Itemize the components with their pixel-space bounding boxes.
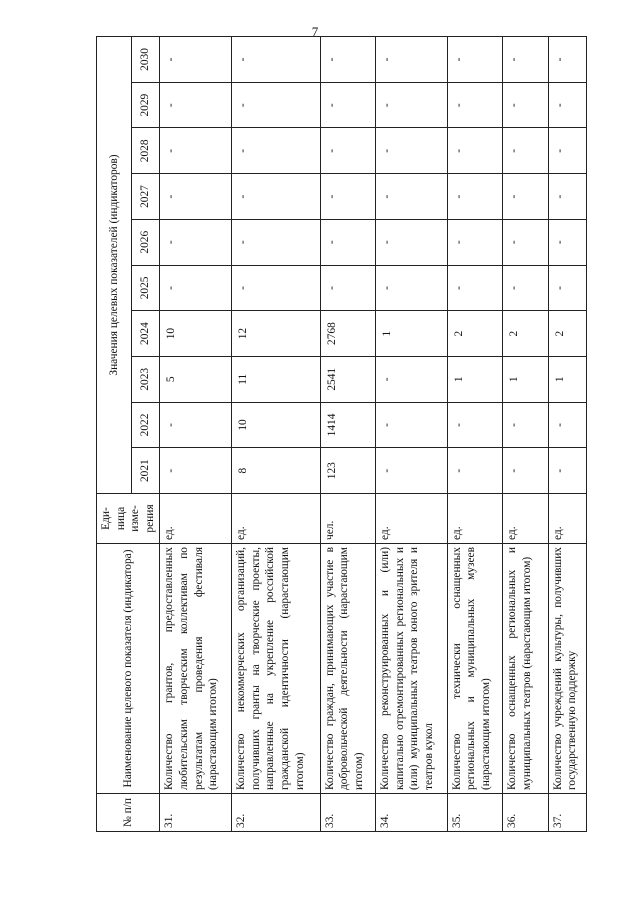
row-number: 32. [232,794,320,832]
header-year: 2023 [131,356,160,402]
value-cell: - [503,265,548,311]
indicator-name: Количество технически оснащенных региональных и муниципальных музеев (нарастающим итогом) [447,544,502,794]
unit-cell: ед. [548,494,587,544]
value-cell: - [376,219,448,265]
header-year: 2025 [131,265,160,311]
value-cell: - [447,219,502,265]
value-cell: 5 [160,356,232,402]
value-cell: - [376,82,448,128]
indicator-name: Количество грантов, предоставленных любительским творческим коллективам по результатам проведения фестиваля (нарастающим итогом) [160,544,232,794]
value-cell: - [447,402,502,448]
unit-cell: чел. [320,494,375,544]
value-cell: - [160,402,232,448]
unit-cell: ед. [160,494,232,544]
row-number: 34. [376,794,448,832]
header-year: 2022 [131,402,160,448]
value-cell: 1 [376,311,448,357]
unit-cell: ед. [447,494,502,544]
value-cell: - [503,128,548,174]
indicator-name: Количество оснащенных региональных и муниципальных театров (нарастающим итогом) [503,544,548,794]
value-cell: - [376,448,448,494]
value-cell: - [503,37,548,83]
value-cell: - [160,82,232,128]
value-cell: - [320,37,375,83]
value-cell: 2 [503,311,548,357]
table-row [548,37,587,832]
value-cell: - [232,37,320,83]
value-cell: - [376,402,448,448]
indicator-table-rotated [96,37,586,832]
value-cell: - [548,219,587,265]
value-cell: - [160,174,232,220]
value-cell: - [548,448,587,494]
indicator-name: Количество учреждений культуры, получивших государственную поддержку [548,544,587,794]
value-cell: - [160,37,232,83]
value-cell: - [447,37,502,83]
header-values-group: Значения целевых показателей (индикаторов) [97,37,132,494]
value-cell: - [548,265,587,311]
value-cell: - [548,174,587,220]
value-cell: - [548,37,587,83]
indicator-name: Количество некоммерческих организаций, получивших гранты на творческие проекты, направленные на укрепление российской гражданской идентичности (нарастающим итогом) [232,544,320,794]
value-cell: - [320,265,375,311]
value-cell: 11 [232,356,320,402]
indicator-name: Количество граждан, принимающих участие в добровольческой деятельности (нарастающим итогом) [320,544,375,794]
header-year: 2028 [131,128,160,174]
value-cell: - [447,265,502,311]
value-cell: - [548,128,587,174]
value-cell: - [503,219,548,265]
value-cell: - [232,174,320,220]
value-cell: 1414 [320,402,375,448]
row-number: 31. [160,794,232,832]
value-cell: 10 [160,311,232,357]
header-name: Наименование целевого показателя (индикатора) [97,544,160,794]
value-cell: - [160,219,232,265]
row-number: 35. [447,794,502,832]
value-cell: - [320,82,375,128]
value-cell: - [503,402,548,448]
table-row [447,37,502,832]
row-number: 37. [548,794,587,832]
value-cell: - [232,82,320,128]
value-cell: - [503,82,548,128]
value-cell: - [548,82,587,128]
value-cell: 1 [447,356,502,402]
value-cell: - [447,174,502,220]
value-cell: 8 [232,448,320,494]
value-cell: - [232,128,320,174]
value-cell: - [503,448,548,494]
table-row [160,37,232,832]
row-number: 36. [503,794,548,832]
value-cell: 2 [447,311,502,357]
value-cell: - [160,448,232,494]
unit-cell: ед. [503,494,548,544]
value-cell: - [376,265,448,311]
table-row [232,37,320,832]
header-year: 2026 [131,219,160,265]
value-cell: - [447,448,502,494]
value-cell: 12 [232,311,320,357]
value-cell: - [160,265,232,311]
header-year: 2021 [131,448,160,494]
value-cell: - [447,82,502,128]
header-unit: Еди-ница изме-рения [97,494,160,544]
value-cell: - [376,174,448,220]
value-cell: - [320,219,375,265]
row-number: 33. [320,794,375,832]
value-cell: 2768 [320,311,375,357]
value-cell: - [376,356,448,402]
value-cell: - [320,174,375,220]
table-row [320,37,375,832]
table-row [503,37,548,832]
header-year: 2024 [131,311,160,357]
value-cell: 123 [320,448,375,494]
indicator-name: Количество реконструированных и (или) капитально отремонтированных региональных и (или) муниципальных театров юного зрителя и театров кукол [376,544,448,794]
indicator-table [96,36,587,832]
value-cell: - [503,174,548,220]
value-cell: - [160,128,232,174]
value-cell: - [376,37,448,83]
value-cell: 10 [232,402,320,448]
page-number: 7 [311,24,319,39]
unit-cell: ед. [232,494,320,544]
value-cell: 2541 [320,356,375,402]
value-cell: - [376,128,448,174]
table-row [376,37,448,832]
value-cell: 1 [548,356,587,402]
header-year: 2030 [131,37,160,83]
header-num: № п/п [97,794,160,832]
header-year: 2027 [131,174,160,220]
value-cell: - [232,219,320,265]
value-cell: - [447,128,502,174]
value-cell: 1 [503,356,548,402]
value-cell: 2 [548,311,587,357]
value-cell: - [548,402,587,448]
value-cell: - [232,265,320,311]
unit-cell: ед. [376,494,448,544]
header-year: 2029 [131,82,160,128]
value-cell: - [320,128,375,174]
